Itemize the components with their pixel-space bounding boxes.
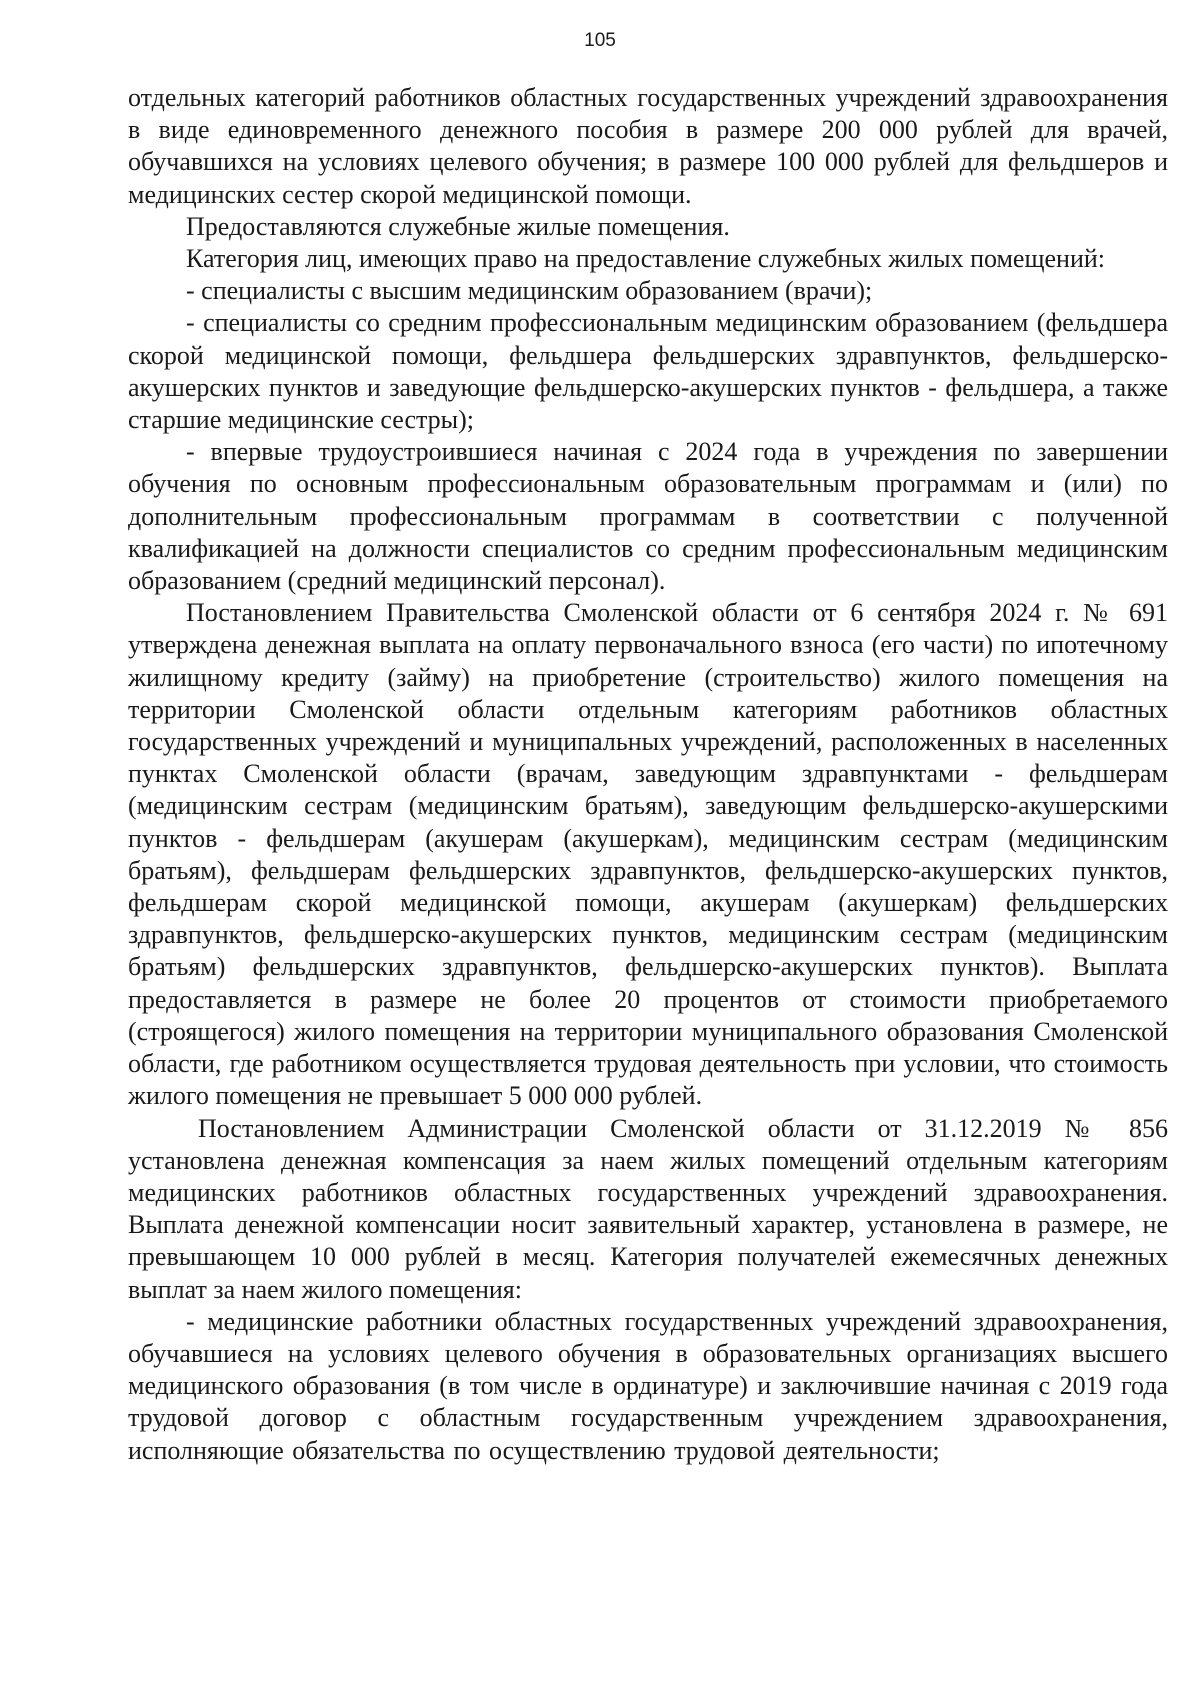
list-item-medical-workers: - медицинские работники областных государственных учреждений здравоохранения, обучавшиеся на условиях целевого обучения в образовательных организациях высшего медицинского образования (в том числе в ординатуре) и заключившие начиная с 2019 года трудовой договор с областным государственным учреждением здравоохранения, исполняющие обязательства по осуществлению трудовой деятельности; bbox=[128, 1306, 1168, 1465]
list-item-secondary-education: - специалисты со средним профессиональным медицинским образованием (фельдшера скорой медицинской помощи, фельдшера фельдшерских здравпунктов, фельдшерско-акушерских пунктов и заведующие фельдшерско-акушерских пунктов - фельдшера, а также старшие медицинские сестры); bbox=[128, 308, 1168, 435]
page-number: 105 bbox=[584, 30, 616, 51]
paragraph-resolution-691: Постановлением Правительства Смоленской области от 6 сентября 2024 г. № 691 утверждена денежная выплата на оплату первоначального взноса (его части) по ипотечному жилищному кредиту (займу) на приобретение (строительство) жилого помещения на территории Смоленской области отдельным категориям работников областных государственных учреждений и муниципальных учреждений, расположенных в населенных пунктах Смоленской области (врачам, заведующим здравпунктами - фельдшерам (медицинским сестрам (медицинским братьям), заведующим фельдшерско-акушерскими пунктов - фельдшерам (акушерам (акушеркам), медицинским сестрам (медицинским братьям), фельдшерам фельдшерских здравпунктов, фельдшерско-акушерских пунктов, фельдшерам скорой медицинской помощи, акушерам (акушеркам) фельдшерских здравпунктов, фельдшерско-акушерских пунктов, медицинским сестрам (медицинским братьям) фельдшерских здравпунктов, фельдшерско-акушерских пунктов). Выплата предоставляется в размере не более 20 процентов от стоимости приобретаемого (строящегося) жилого помещения на территории муниципального образования Смоленской области, где работником осуществляется трудовая деятельность при условии, что стоимость жилого помещения не превышает 5 000 000 рублей. bbox=[128, 598, 1168, 1111]
list-item-higher-education: - специалисты с высшим медицинским образованием (врачи); bbox=[186, 276, 873, 306]
document-body bbox=[128, 82, 1168, 1467]
paragraph-resolution-856: Постановлением Администрации Смоленской области от 31.12.2019 № 856 установлена денежная компенсация за наем жилых помещений отдельным категориям медицинских работников областных государственных учреждений здравоохранения. Выплата денежной компенсации носит заявительный характер, установлена в размере, не превышающем 10 000 рублей в месяц. Категория получателей ежемесячных денежных выплат за наем жилого помещения: bbox=[128, 1113, 1168, 1304]
paragraph-continuation: отдельных категорий работников областных государственных учреждений здравоохранения в виде единовременного денежного пособия в размере 200 000 рублей для врачей, обучавшихся на условиях целевого обучения; в размере 100 000 рублей для фельдшеров и медицинских сестер скорой медицинской помощи. bbox=[128, 83, 1168, 209]
list-item-first-employed: - впервые трудоустроившиеся начиная с 2024 года в учреждения по завершении обучения по основным профессиональным образовательным программам и (или) по дополнительным профессиональным программам в соответствии с полученной квалификацией на должности специалистов со средним профессиональным медицинским образованием (средний медицинский персонал). bbox=[128, 437, 1168, 596]
paragraph-eligible-category: Категория лиц, имеющих право на предоставление служебных жилых помещений: bbox=[186, 244, 1106, 274]
paragraph-housing-provided: Предоставляются служебные жилые помещения. bbox=[186, 211, 730, 241]
